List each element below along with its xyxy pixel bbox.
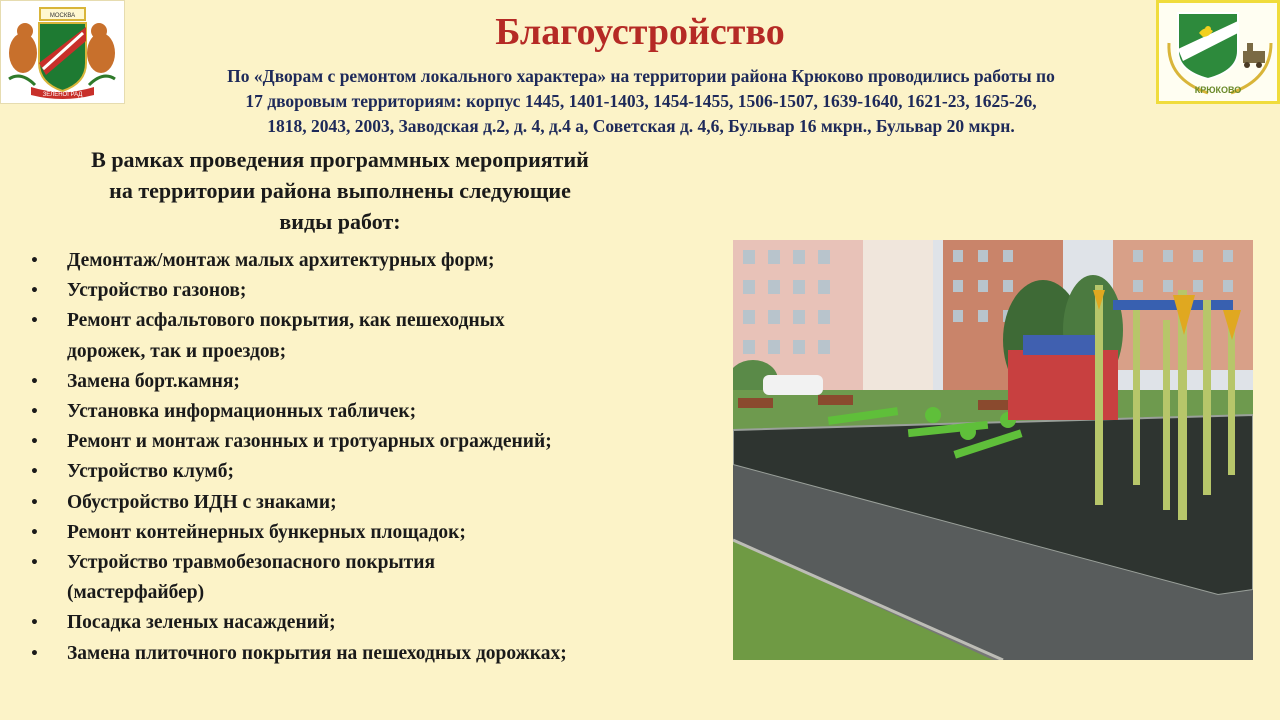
bullet-icon: • <box>30 615 39 632</box>
list-item: • Обустройство ИДН с знаками; <box>28 488 718 518</box>
list-item: • Замена борт.камня; <box>28 367 718 397</box>
bullet-icon: • <box>30 313 39 330</box>
svg-text:МОСКВА: МОСКВА <box>49 13 76 19</box>
bullet-icon: • <box>30 464 39 481</box>
section-heading-line: В рамках проведения программных мероприятий <box>91 147 589 172</box>
page-title: Благоустройство <box>495 11 785 53</box>
intro-line: По «Дворам с ремонтом локального характера» на территории района Крюково проводились работы по <box>227 66 1055 86</box>
zelenograd-logo-text: ЗЕЛЕНОГРАД <box>42 92 83 98</box>
list-item: • Посадка зеленых насаждений; <box>28 608 718 638</box>
bullet-icon: • <box>30 645 39 662</box>
list-item: • Устройство клумб; <box>28 457 718 487</box>
kryukovo-logo-text: КРЮКОВО <box>1194 85 1242 95</box>
list-item: • Демонтаж/монтаж малых архитектурных форм; <box>28 246 718 276</box>
list-item: • Ремонт и монтаж газонных и тротуарных ограждений; <box>28 427 718 457</box>
intro-paragraph <box>132 64 1150 139</box>
list-item: • Ремонт асфальтового покрытия, как пешеходных дорожек, так и проездов; <box>28 306 718 366</box>
bullet-icon: • <box>30 494 39 511</box>
intro-line: 1818, 2043, 2003, Заводская д.2, д. 4, д.4 а, Советская д. 4,6, Бульвар 16 мкрн., Бульвар 20 мкрн. <box>267 116 1015 136</box>
bullet-icon: • <box>30 373 39 390</box>
bullet-icon: • <box>30 404 39 421</box>
list-item: • Замена плиточного покрытия на пешеходных дорожках; <box>28 639 718 669</box>
list-item: • Устройство травмобезопасного покрытия (мастерфайбер) <box>28 548 718 608</box>
list-item: • Установка информационных табличек; <box>28 397 718 427</box>
section-heading-line: на территории района выполнены следующие <box>109 178 571 203</box>
intro-line: 17 дворовым территориям: корпус 1445, 1401-1403, 1454-1455, 1506-1507, 1639-1640, 1621-23, 1625-26, <box>245 91 1037 111</box>
bullet-icon: • <box>30 524 39 541</box>
playground-image <box>733 240 1253 660</box>
bullet-icon: • <box>30 434 39 451</box>
bullet-icon: • <box>30 283 39 300</box>
bullet-icon: • <box>30 253 39 269</box>
works-list <box>28 246 718 669</box>
playground-photo <box>733 240 1253 660</box>
list-item: • Устройство газонов; <box>28 276 718 306</box>
bullet-icon: • <box>30 555 39 572</box>
list-item: • Ремонт контейнерных бункерных площадок; <box>28 518 718 548</box>
section-heading-line: виды работ: <box>279 209 401 234</box>
section-heading <box>20 144 660 237</box>
